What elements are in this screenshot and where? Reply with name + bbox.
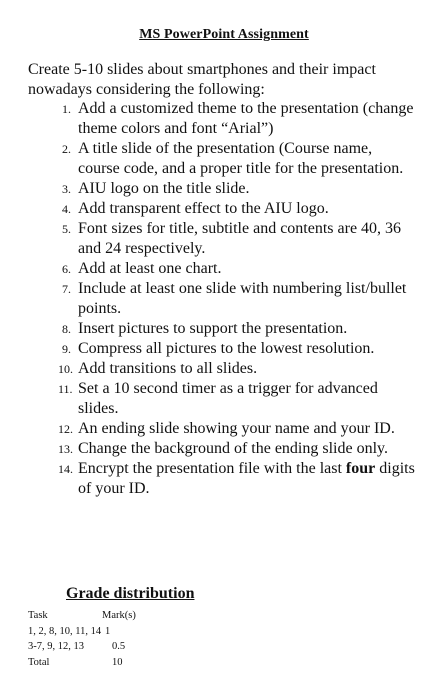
intro-paragraph: Create 5-10 slides about smartphones and their impact nowadays considering the following: [28,61,376,98]
list-item-text: Add at least one chart. [78,260,222,277]
list-item-text: Add a customized theme to the presentation (change theme colors and font “Arial”) [78,100,414,137]
list-item [0,459,416,499]
list-item-text: A title slide of the presentation (Course name, course code, and a proper title for the presentation. [78,140,404,177]
list-item-number: 10. [58,362,73,376]
list-item-text [78,460,415,497]
list-item [0,379,416,419]
task-list [0,99,448,499]
list-item [0,259,416,279]
list-item [0,199,416,219]
list-item-text-before: Encrypt the presentation file with the last [78,460,346,477]
list-item-number: 12. [58,422,73,436]
list-item-number: 8. [62,322,71,336]
list-item-text: An ending slide showing your name and your ID. [78,420,395,437]
list-item-number: 4. [62,202,71,216]
table-cell-task: 1, 2, 8, 10, 11, 14 [28,625,102,637]
list-item-number: 7. [62,282,71,296]
list-item-text: AIU logo on the title slide. [78,180,250,197]
list-item-text: Set a 10 second timer as a trigger for advanced slides. [78,380,378,417]
list-item-text: Font sizes for title, subtitle and contents are 40, 36 and 24 respectively. [78,220,402,257]
list-item [0,419,416,439]
list-item [0,439,416,459]
table-cell-task: 3-7, 9, 12, 13 [28,641,84,652]
list-item [0,219,416,259]
table-cell-task: Total [28,656,50,668]
emphasis-four: four [345,460,376,477]
list-item-number: 2. [62,142,71,156]
column-header-marks: Mark(s) [102,610,136,621]
list-item-number: 13. [58,442,73,456]
list-item-text: Compress all pictures to the lowest resolution. [78,340,375,357]
list-item-text: Change the background of the ending slide only. [78,440,388,457]
table-cell-mark: 10 [112,656,123,668]
list-item-text: Include at least one slide with numbering list/bullet points. [78,280,407,317]
list-item [0,339,416,359]
list-item-number: 14. [58,462,73,476]
list-item-text-after: digits of your ID. [78,460,415,497]
grade-distribution-heading: Grade distribution [66,585,195,602]
list-item-number: 5. [62,222,71,236]
page-title: MS PowerPoint Assignment [139,27,309,42]
list-item [0,279,416,319]
column-header-task: Task [28,610,48,621]
list-item-number: 3. [62,182,71,196]
list-item-number: 9. [62,342,71,356]
list-item [0,359,416,379]
list-item [0,319,416,339]
list-item [0,99,416,139]
list-item-text: Add transitions to all slides. [78,360,258,377]
list-item-number: 11. [58,382,73,396]
list-item-number: 6. [62,262,71,276]
table-cell-mark: 0.5 [112,641,126,652]
list-item [0,179,416,199]
list-item-text: Add transparent effect to the AIU logo. [78,200,329,217]
list-item-number: 1. [62,102,71,116]
table-cell-mark: 1 [105,625,111,637]
list-item-text: Insert pictures to support the presentation. [78,320,348,337]
list-item [0,139,416,179]
